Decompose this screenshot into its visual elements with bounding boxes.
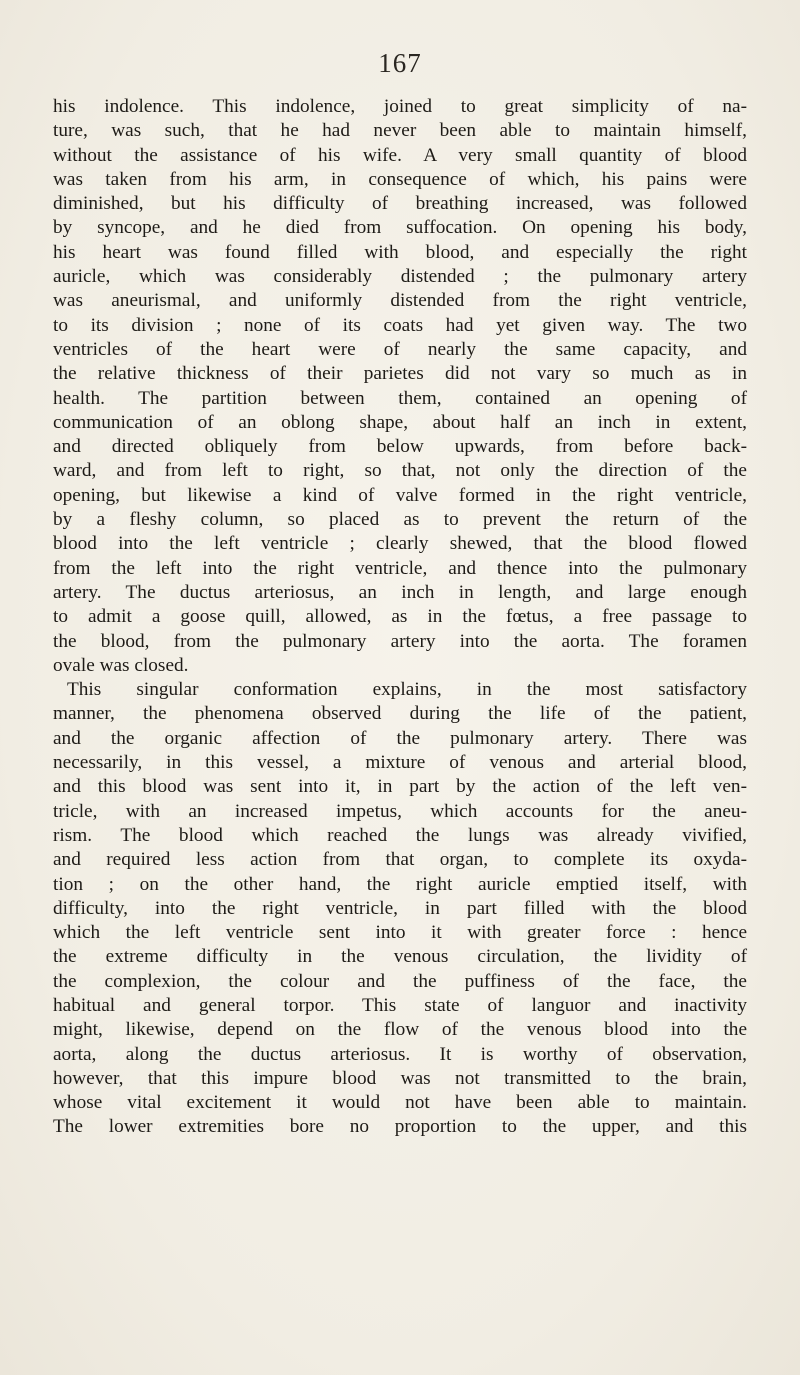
text-line: and the organic affection of the pulmonary artery. There was bbox=[53, 727, 747, 749]
text-line: and this blood was sent into it, in part by the action of the left ven- bbox=[53, 776, 747, 798]
text-line: ture, was such, that he had never been able to maintain himself, bbox=[53, 120, 747, 142]
text-line: and required less action from that organ, to complete its oxyda- bbox=[53, 849, 747, 871]
text-line: blood into the left ventricle ; clearly shewed, that the blood flowed bbox=[53, 533, 747, 555]
text-line: to its division ; none of its coats had yet given way. The two bbox=[53, 314, 747, 336]
text-line: his indolence. This indolence, joined to great simplicity of na- bbox=[53, 96, 747, 117]
text-line: the relative thickness of their parietes did not vary so much as in bbox=[53, 363, 747, 385]
text-line: rism. The blood which reached the lungs was already vivified, bbox=[53, 824, 747, 846]
text-line: whose vital excitement it would not have been able to maintain. bbox=[53, 1092, 747, 1114]
text-line: the blood, from the pulmonary artery into the aorta. The foramen bbox=[53, 630, 747, 652]
text-line: by a fleshy column, so placed as to prevent the return of the bbox=[53, 509, 747, 531]
text-line: tricle, with an increased impetus, which accounts for the aneu- bbox=[53, 800, 747, 822]
text-line: his heart was found filled with blood, and especially the right bbox=[53, 241, 747, 263]
text-line: the extreme difficulty in the venous circulation, the lividity of bbox=[53, 946, 747, 968]
text-line: from the left into the right ventricle, and thence into the pulmonary bbox=[53, 557, 747, 579]
text-line: artery. The ductus arteriosus, an inch in length, and large enough bbox=[53, 581, 747, 603]
text-line: The lower extremities bore no proportion to the upper, and this bbox=[53, 1116, 747, 1138]
text-line: ovale was closed. bbox=[53, 654, 189, 676]
text-line: manner, the phenomena observed during the life of the patient, bbox=[53, 703, 747, 725]
text-line: and directed obliquely from below upwards, from before back- bbox=[53, 436, 747, 458]
text-line: without the assistance of his wife. A very small quantity of blood bbox=[53, 144, 747, 166]
text-line: might, likewise, depend on the flow of the venous blood into the bbox=[53, 1019, 747, 1041]
text-line: communication of an oblong shape, about half an inch in extent, bbox=[53, 411, 747, 433]
text-line: habitual and general torpor. This state of languor and inactivity bbox=[53, 994, 747, 1016]
text-line: was aneurismal, and uniformly distended from the right ventricle, bbox=[53, 290, 747, 312]
text-line: ventricles of the heart were of nearly the same capacity, and bbox=[53, 338, 747, 360]
text-line: necessarily, in this vessel, a mixture of venous and arterial blood, bbox=[53, 752, 747, 774]
text-line: aorta, along the ductus arteriosus. It is worthy of observation, bbox=[53, 1043, 747, 1065]
text-line: diminished, but his difficulty of breathing increased, was followed bbox=[53, 193, 747, 215]
text-line: auricle, which was considerably distended ; the pulmonary artery bbox=[53, 266, 747, 288]
text-line: to admit a goose quill, allowed, as in the fœtus, a free passage to bbox=[53, 606, 747, 628]
page-number: 167 bbox=[378, 48, 422, 78]
text-line: tion ; on the other hand, the right auricle emptied itself, with bbox=[53, 873, 747, 895]
body-text bbox=[53, 95, 747, 1140]
text-line: however, that this impure blood was not transmitted to the brain, bbox=[53, 1067, 747, 1089]
text-line: health. The partition between them, contained an opening of bbox=[53, 387, 747, 409]
text-line: This singular conformation explains, in the most satisfactory bbox=[67, 679, 747, 701]
text-line: ward, and from left to right, so that, not only the direction of the bbox=[53, 460, 747, 482]
text-line: opening, but likewise a kind of valve formed in the right ventricle, bbox=[53, 484, 747, 506]
text-line: the complexion, the colour and the puffiness of the face, the bbox=[53, 970, 747, 992]
text-line: by syncope, and he died from suffocation. On opening his body, bbox=[53, 217, 747, 239]
text-line: was taken from his arm, in consequence of which, his pains were bbox=[53, 168, 747, 190]
text-line: difficulty, into the right ventricle, in part filled with the blood bbox=[53, 897, 747, 919]
text-line: which the left ventricle sent into it with greater force : hence bbox=[53, 922, 747, 944]
